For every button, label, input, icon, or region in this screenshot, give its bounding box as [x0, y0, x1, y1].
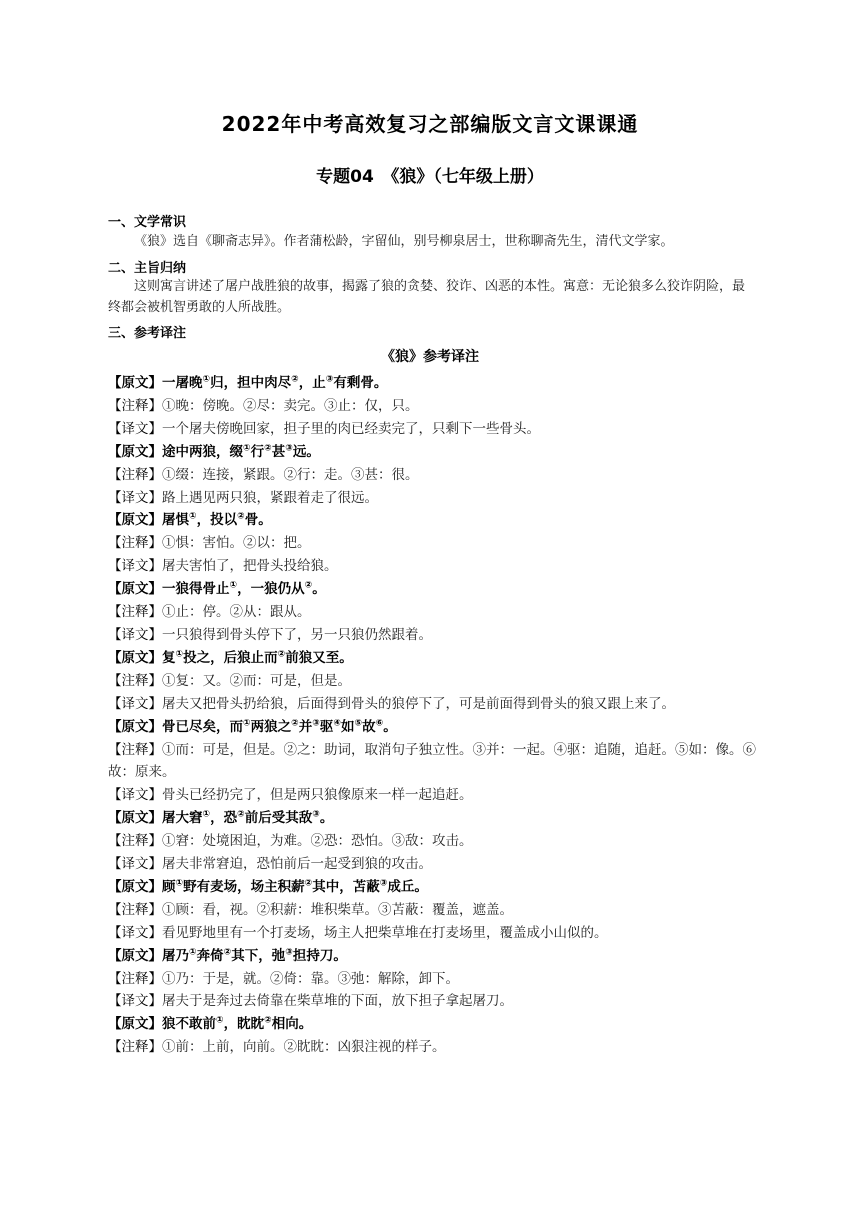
original-text-entry: [108, 807, 756, 830]
entry-text: 屠夫非常窘迫，恐怕前后一起受到狼的攻击。: [162, 856, 432, 873]
entry-text: 一屠晚①归，担中肉尽②，止③有剩骨。: [162, 374, 388, 391]
entry-tag: 【原文】: [108, 810, 162, 827]
entry-tag: 【原文】: [108, 375, 162, 391]
entry-text: ①顾：看，视。②积薪：堆积柴草。③苫蔽：覆盖，遮盖。: [162, 901, 513, 918]
entry-text: ①晚：傍晚。②尽：卖完。③止：仅，只。: [162, 397, 419, 414]
document-subtitle: 专题04 《狼》（七年级上册）: [316, 167, 544, 187]
entry-text: ①乃：于是，就。②倚：靠。③弛：解除，卸下。: [162, 970, 459, 987]
entry-tag: 【注释】: [108, 535, 162, 552]
document-title: 2022年中考高效复习之部编版文言文课课通: [221, 112, 639, 136]
entry-tag: 【译文】: [108, 924, 162, 941]
annotation-entry: [108, 830, 756, 853]
original-text-entry: [108, 647, 756, 670]
original-text-entry: [108, 578, 756, 601]
entry-tag: 【注释】: [108, 970, 162, 987]
original-text-entry: [108, 876, 756, 899]
entry-text: 屠夫于是奔过去倚靠在柴草堆的下面，放下担子拿起屠刀。: [162, 993, 513, 1010]
entry-tag: 【译文】: [108, 420, 162, 437]
entry-tag: 【原文】: [108, 878, 162, 895]
entry-text: 一个屠夫傍晚回家，担子里的肉已经卖完了，只剩下一些骨头。: [162, 420, 540, 437]
entry-tag: 【译文】: [108, 558, 162, 575]
annotation-entry: [108, 464, 756, 487]
entry-text: 一只狼得到骨头停下了，另一只狼仍然跟着。: [162, 626, 432, 643]
annotation-entry: [108, 739, 756, 785]
entry-tag: 【原文】: [108, 581, 162, 598]
section-body-theme: 这则寓言讲述了屠户战胜狼的故事，揭露了狼的贪婪、狡诈、凶恶的本性。寓意：无论狼多么狡诈阴险，最终都会被机智勇敢的人所战胜。: [108, 279, 746, 315]
annotation-entry: [108, 395, 756, 418]
entry-tag: 【译文】: [108, 787, 162, 804]
entry-tag: 【注释】: [108, 833, 162, 850]
entry-tag: 【译文】: [108, 626, 162, 643]
entry-text: 狼不敢前①，眈眈②相向。: [162, 1015, 313, 1033]
translation-entry: [108, 922, 756, 945]
annotation-entry: [108, 670, 756, 693]
original-text-entry: [108, 716, 756, 739]
entry-text: 看见野地里有一个打麦场，场主人把柴草堆在打麦场里，覆盖成小山似的。: [162, 924, 608, 941]
entry-text: 顾①野有麦场，场主积薪②其中，苫蔽③成丘。: [162, 878, 428, 895]
translation-entry: [108, 990, 756, 1013]
entry-tag: 【译文】: [108, 993, 162, 1010]
entry-tag: 【注释】: [108, 1039, 162, 1056]
entry-tag: 【注释】: [108, 672, 162, 689]
translation-entry: [108, 624, 756, 647]
translation-entry: [108, 418, 756, 441]
entry-tag: 【原文】: [108, 947, 162, 964]
original-text-entry: [108, 372, 756, 395]
original-text-entry: [108, 1013, 756, 1036]
entry-tag: 【注释】: [108, 901, 162, 918]
annotation-entry: [108, 968, 756, 991]
annotation-entry: [108, 601, 756, 624]
entry-text: 屠夫又把骨头扔给狼，后面得到骨头的狼停下了，可是前面得到骨头的狼又跟上来了。: [162, 695, 675, 712]
section-heading-notes: 三、参考译注: [108, 326, 187, 341]
translation-entry: [108, 693, 756, 716]
entry-tag: 【译文】: [108, 695, 162, 712]
entry-tag: 【注释】: [108, 741, 162, 758]
entry-text: ①而：可是，但是。②之：助词，取消句子独立性。③并：一起。④驱：追随，追赶。⑤如：像。⑥故：原来。: [108, 741, 756, 781]
translation-entry: [108, 853, 756, 876]
entry-text: 屠大窘①，恐②前后受其敌③。: [162, 809, 334, 827]
annotation-entry: [108, 899, 756, 922]
entry-text: ①惧：害怕。②以：把。: [162, 535, 311, 552]
entry-text: 屠乃①奔倚②其下，弛③担持刀。: [162, 947, 347, 964]
entry-tag: 【注释】: [108, 397, 162, 414]
entry-tag: 【原文】: [108, 443, 162, 460]
entry-tag: 【注释】: [108, 466, 162, 483]
translation-entry: [108, 487, 756, 510]
entry-text: 屠惧①，投以②骨。: [162, 511, 272, 529]
entry-text: 路上遇见两只狼，紧跟着走了很远。: [162, 489, 378, 506]
entry-text: 骨已尽矣，而①两狼之②并③驱④如⑤故⑥。: [162, 718, 397, 735]
entry-text: ①窘：处境困迫，为难。②恐：恐怕。③敌：攻击。: [162, 833, 473, 850]
original-text-entry: [108, 509, 756, 532]
entry-text: 复①投之，后狼止而②前狼又至。: [162, 649, 353, 666]
entry-tag: 【译文】: [108, 489, 162, 506]
entry-text: 途中两狼，缀①行②甚③远。: [162, 443, 320, 460]
section-heading-literature: 一、文学常识: [108, 215, 187, 230]
notes-title: 《狼》参考译注: [381, 349, 479, 365]
entry-text: ①前：上前，向前。②眈眈：凶狠注视的样子。: [162, 1039, 446, 1056]
entry-text: 骨头已经扔完了，但是两只狼像原来一样一起追赶。: [162, 787, 473, 804]
annotation-entry: [108, 532, 756, 555]
entry-text: ①缀：连接，紧跟。②行：走。③甚：很。: [162, 466, 419, 483]
entry-text: 一狼得骨止①，一狼仍从②。: [162, 580, 326, 598]
entry-tag: 【原文】: [108, 718, 162, 735]
entry-tag: 【原文】: [108, 1016, 162, 1033]
entry-tag: 【译文】: [108, 856, 162, 873]
translation-entry: [108, 555, 756, 578]
original-text-entry: [108, 441, 756, 464]
section-heading-theme: 二、主旨归纳: [108, 261, 187, 276]
entry-text: ①复：又。②而：可是，但是。: [162, 672, 351, 689]
annotation-entry: [108, 1036, 756, 1059]
original-text-entry: [108, 945, 756, 968]
entry-tag: 【注释】: [108, 604, 162, 621]
entry-text: ①止：停。②从：跟从。: [162, 604, 311, 621]
entry-text: 屠夫害怕了，把骨头投给狼。: [162, 558, 338, 575]
section-body-literature: 《狼》选自《聊斋志异》。作者蒲松龄，字留仙，别号柳泉居士，世称聊斋先生，清代文学家。: [134, 234, 674, 249]
notes-list: [108, 372, 756, 1059]
translation-entry: [108, 784, 756, 807]
entry-tag: 【原文】: [108, 512, 162, 529]
entry-tag: 【原文】: [108, 649, 162, 666]
